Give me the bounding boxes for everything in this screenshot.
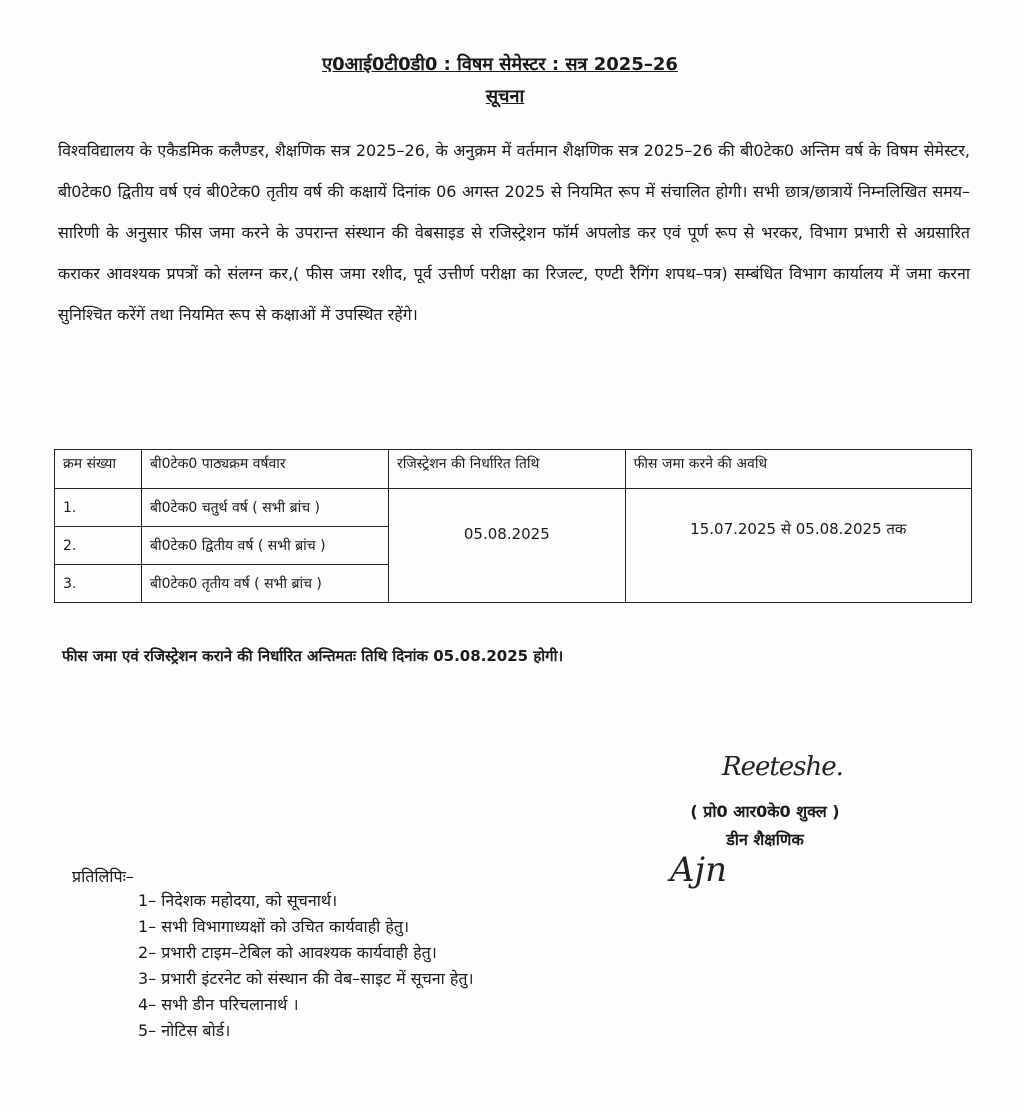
cc-list — [138, 888, 474, 1044]
fee-period: 15.07.2025 से 05.08.2025 तक — [625, 489, 971, 603]
list-item: 5– नोटिस बोर्ड। — [138, 1021, 231, 1040]
signer-name: ( प्रो0 आर0के0 शुक्ल ) — [690, 802, 840, 821]
list-item: 3– प्रभारी इंटरनेट को संस्थान की वेब–साइट में सूचना हेतु। — [138, 969, 474, 988]
header-fee-period: फीस जमा करने की अवधि — [625, 450, 971, 489]
header-course: बी0टेक0 पाठ्यक्रम वर्षवार — [142, 450, 389, 489]
row-course: बी0टेक0 द्वितीय वर्ष ( सभी ब्रांच ) — [142, 527, 389, 565]
list-item: 1– निदेशक महोदया, को सूचनार्थ। — [138, 891, 338, 910]
row-course: बी0टेक0 चतुर्थ वर्ष ( सभी ब्रांच ) — [142, 489, 389, 527]
signer-designation: डीन शैक्षणिक — [726, 830, 804, 849]
row-course: बी0टेक0 तृतीय वर्ष ( सभी ब्रांच ) — [142, 565, 389, 603]
notice-subtitle: सूचना — [485, 86, 525, 107]
table-header-row — [55, 450, 972, 489]
registration-date: 05.08.2025 — [389, 489, 626, 603]
notice-title: ए0आई0टी0डी0 : विषम सेमेस्टर : सत्र 2025–26 — [322, 54, 678, 75]
cc-label: प्रतिलिपिः– — [72, 867, 134, 886]
list-item: 2– प्रभारी टाइम–टेबिल को आवश्यक कार्यवाही हेतु। — [138, 943, 437, 962]
row-serial: 1. — [55, 489, 142, 527]
list-item: 4– सभी डीन परिचलानार्थ । — [138, 995, 299, 1014]
row-serial: 2. — [55, 527, 142, 565]
initials-signature: Ajn — [670, 850, 727, 890]
header-registration-date: रजिस्ट्रेशन की निर्धारित तिथि — [389, 450, 626, 489]
last-date-note: फीस जमा एवं रजिस्ट्रेशन कराने की निर्धारित अन्तिमतः तिथि दिनांक 05.08.2025 होगी। — [62, 647, 564, 665]
notice-paragraph: विश्वविद्यालय के एकैडमिक कलैण्डर, शैक्षणिक सत्र 2025–26, के अनुक्रम में वर्तमान शैक्षणिक सत्र 2025–26 की बी0टेक0 अन्तिम वर्ष के विषम सेमेस्टर, बी0टेक0 द्वितीय वर्ष एवं बी0टेक0 तृतीय वर्ष की कक्षायें दिनांक 06 अगस्त 2025 से नियमित रूप में संचालित होगी। सभी छात्र/छात्रायें निम्नलिखित समय–सारिणी के अनुसार फीस जमा करने के उपरान्त संस्थान की वेबसाइड से रजिस्ट्रेशन फॉर्म अपलोड कर एवं पूर्ण रूप से भरकर, विभाग प्रभारी से अग्रसारित कराकर आवश्यक प्रपत्रों को संलग्न कर,( फीस जमा रशीद, पूर्व उत्तीर्ण परीक्षा का रिजल्ट, एण्टी रैगिंग शपथ–पत्र) सम्बंधित विभाग कार्यालय में जमा करना सुनिश्चित करेंगें तथा नियमित रूप से कक्षाओं में उपस्थित रहेंगे। — [58, 141, 970, 324]
signature: Reeteshe. — [722, 752, 843, 782]
table-row — [55, 489, 972, 527]
list-item: 1– सभी विभागाध्यक्षों को उचित कार्यवाही हेतु। — [138, 917, 410, 936]
schedule-table — [54, 449, 972, 603]
header-serial: क्रम संख्या — [55, 450, 142, 489]
row-serial: 3. — [55, 565, 142, 603]
